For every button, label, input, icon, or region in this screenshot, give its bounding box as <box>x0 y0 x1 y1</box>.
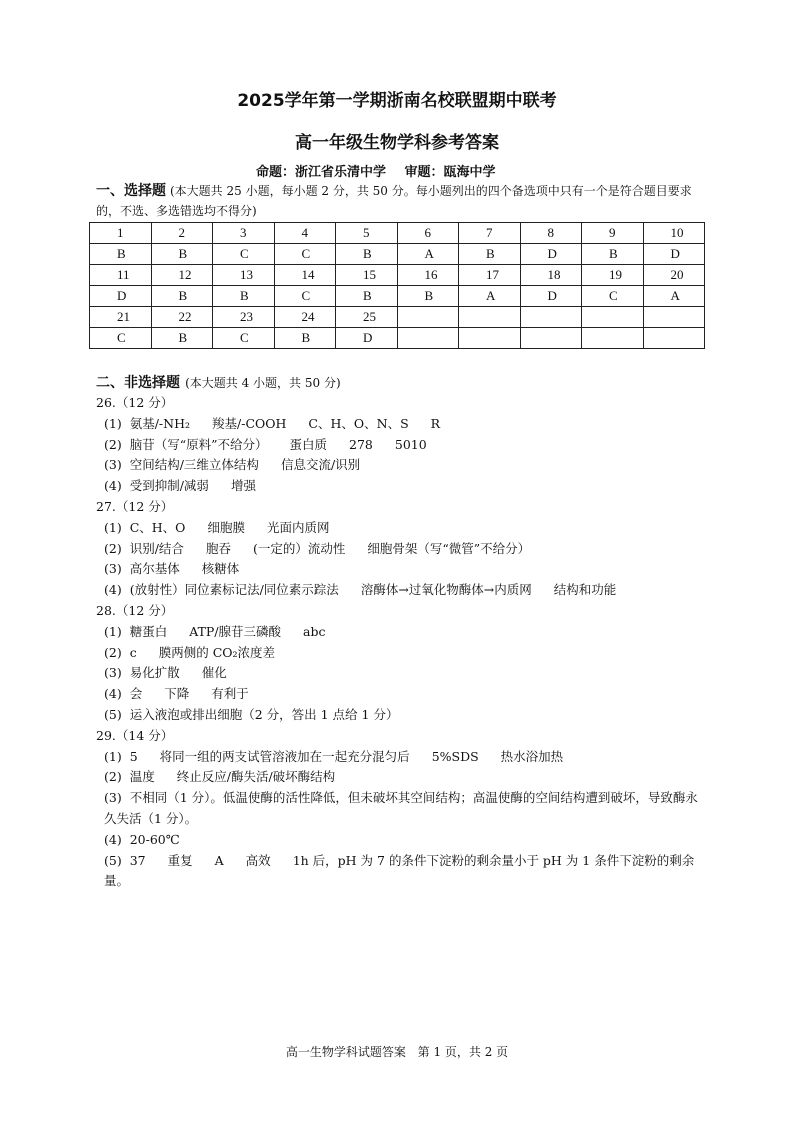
question-number-cell: 16 <box>397 265 459 286</box>
setter-text: 命题：浙江省乐清中学 <box>256 165 387 180</box>
answer-part: (一定的）流动性 <box>252 540 346 556</box>
footer-page: 第 1 页，共 2 页 <box>417 1045 509 1059</box>
answer-part: 运入液泡或排出细胞（2 分，答出 1 点给 1 分） <box>129 706 399 722</box>
answer-cell <box>643 328 705 349</box>
answer-part: C、H、O、N、S <box>308 415 409 431</box>
answer-part: 受到抑制/减弱 <box>129 478 209 494</box>
reviewer-text: 审题：瓯海中学 <box>404 165 496 180</box>
question-number-cell: 18 <box>520 265 582 286</box>
answer-cell: C <box>213 244 275 265</box>
answer-line <box>96 539 706 560</box>
answer-part: 溶酶体→过氧化物酶体→内质网 <box>360 582 532 598</box>
answer-cell: C <box>90 328 152 349</box>
answer-part: 细胞骨架（写“微管”不给分） <box>367 540 531 556</box>
answer-cell: D <box>336 328 398 349</box>
answer-part: 高尔基体 <box>129 561 180 577</box>
answer-part: 不相同（1 分）。低温使酶的活性降低，但未破坏其空间结构；高温使酶的空间结构遭到破坏，导致酶永久失活（1 分）。 <box>104 790 698 826</box>
answer-cell: B <box>90 244 152 265</box>
answer-line <box>96 663 706 684</box>
answer-part: 易化扩散 <box>129 665 180 681</box>
answer-part: 羧基/-COOH <box>212 415 287 431</box>
answer-cell: B <box>274 328 336 349</box>
answer-part: 5010 <box>394 436 427 452</box>
answer-cell: D <box>520 244 582 265</box>
question-number-cell <box>397 307 459 328</box>
answer-cell: C <box>213 328 275 349</box>
answer-cell: A <box>643 286 705 307</box>
section-2-note: (本大题共 4 小题，共 50 分) <box>185 376 341 390</box>
answer-part: 结构和功能 <box>553 582 617 598</box>
answer-part: R <box>430 415 441 431</box>
question-number-cell: 5 <box>336 223 398 244</box>
question-number-cell: 2 <box>151 223 213 244</box>
question-number-cell: 25 <box>336 307 398 328</box>
question-number-cell: 21 <box>90 307 152 328</box>
question-number-cell: 7 <box>459 223 521 244</box>
answer-part: 细胞膜 <box>207 519 245 535</box>
question-heading: 27.（12 分） <box>96 498 174 514</box>
answer-line <box>96 518 706 539</box>
answer-part: 核糖体 <box>201 561 240 577</box>
question-number-cell: 10 <box>643 223 705 244</box>
question-number-cell: 12 <box>151 265 213 286</box>
answer-line <box>96 851 706 893</box>
answer-line <box>96 767 706 788</box>
question-number-cell: 19 <box>582 265 644 286</box>
sub-question-number: (5) <box>104 706 122 722</box>
answer-part: 信息交流/识别 <box>280 457 361 473</box>
sub-question-number: (4) <box>104 686 122 702</box>
answer-part: 胞吞 <box>205 540 231 556</box>
answer-line <box>96 788 706 830</box>
answer-part: 热水浴加热 <box>500 748 564 764</box>
answer-cell: A <box>397 244 459 265</box>
answer-part: 空间结构/三维立体结构 <box>129 457 259 473</box>
page-footer <box>0 1043 794 1060</box>
sub-question-number: (2) <box>104 769 122 785</box>
question-number-cell <box>459 307 521 328</box>
answer-part: 蛋白质 <box>289 436 328 452</box>
answer-cell: B <box>336 244 398 265</box>
answer-line <box>96 455 706 476</box>
question-number-cell <box>643 307 705 328</box>
section-1-intro <box>96 181 710 221</box>
answer-line <box>96 622 706 643</box>
answer-part: 下降 <box>164 686 190 702</box>
answer-part: 终止反应/酶失活/破坏酶结构 <box>176 769 336 785</box>
question-number-row <box>90 307 705 328</box>
question-number-cell: 15 <box>336 265 398 286</box>
answer-part: 有利于 <box>211 686 249 702</box>
question-number-cell: 17 <box>459 265 521 286</box>
answer-cell: A <box>459 286 521 307</box>
answer-cell: B <box>213 286 275 307</box>
question-number-cell: 8 <box>520 223 582 244</box>
question-number-cell <box>582 307 644 328</box>
answer-line <box>96 747 706 768</box>
question-heading: 28.（12 分） <box>96 602 174 618</box>
answer-key-subtitle: 高一年级生物学科参考答案 <box>295 133 499 153</box>
sub-question-number: (1) <box>104 748 122 764</box>
section-1-note: (本大题共 25 小题，每小题 2 分，共 50 分。每小题列出的四个备选项中只有一个是符合题目要求的，不选、多选错选均不得分) <box>96 184 692 218</box>
question-number-cell: 9 <box>582 223 644 244</box>
answer-cell: B <box>582 244 644 265</box>
answer-part: 重复 <box>167 852 193 868</box>
section-2-intro <box>96 372 341 392</box>
authors-line <box>256 161 510 180</box>
sub-question-number: (4) <box>104 478 122 494</box>
answer-cell: C <box>274 286 336 307</box>
answer-line <box>96 580 706 601</box>
answer-cell <box>582 328 644 349</box>
answer-cell: D <box>643 244 705 265</box>
sub-question-number: (4) <box>104 831 122 847</box>
answer-cell <box>397 328 459 349</box>
sub-question-number: (1) <box>104 415 122 431</box>
question-number-cell: 13 <box>213 265 275 286</box>
question-number-cell: 20 <box>643 265 705 286</box>
answer-part: 光面内质网 <box>266 519 330 535</box>
answer-part: 脑苷（写“原料”不给分） <box>129 436 268 452</box>
answer-part: 催化 <box>201 665 227 681</box>
answer-part: 温度 <box>129 769 155 785</box>
answer-part: abc <box>303 623 326 639</box>
answer-cell: B <box>151 328 213 349</box>
answer-row <box>90 328 705 349</box>
answer-row <box>90 244 705 265</box>
answer-cell: B <box>336 286 398 307</box>
answer-part: 5 <box>129 748 138 764</box>
question-number-cell: 4 <box>274 223 336 244</box>
sub-question-number: (3) <box>104 457 122 473</box>
answer-part: 会 <box>129 686 143 702</box>
answer-cell: C <box>582 286 644 307</box>
sub-question-number: (4) <box>104 582 122 598</box>
question-number-cell: 24 <box>274 307 336 328</box>
answer-line <box>96 830 706 851</box>
choice-answer-table <box>89 222 705 349</box>
answer-line <box>96 684 706 705</box>
answer-part: ATP/腺苷三磷酸 <box>189 623 282 639</box>
answer-line <box>96 559 706 580</box>
section-2-heading: 二、非选择题 <box>96 375 180 391</box>
footer-text: 高一生物学科试题答案 <box>285 1045 406 1059</box>
answer-cell: B <box>151 244 213 265</box>
sub-question-number: (1) <box>104 623 122 639</box>
answer-part: 膜两侧的 CO₂浓度差 <box>158 644 276 660</box>
question-number-cell: 23 <box>213 307 275 328</box>
sub-question-number: (3) <box>104 561 122 577</box>
answer-line <box>96 643 706 664</box>
answer-part: 278 <box>349 436 373 452</box>
answer-part: 氨基/-NH₂ <box>129 415 191 431</box>
answer-cell: C <box>274 244 336 265</box>
answer-cell: D <box>520 286 582 307</box>
question-heading: 26.（12 分） <box>96 395 174 410</box>
sub-question-number: (2) <box>104 540 122 556</box>
answer-cell: B <box>397 286 459 307</box>
question-number-cell: 22 <box>151 307 213 328</box>
answer-cell: B <box>151 286 213 307</box>
answer-part: 37 <box>129 852 146 868</box>
answer-part: 5%SDS <box>431 748 479 764</box>
non-choice-answers <box>96 393 706 892</box>
answer-part: 1h 后，pH 为 7 的条件下淀粉的剩余量小于 pH 为 1 条件下淀粉的剩余量。 <box>104 852 695 889</box>
answer-cell <box>520 328 582 349</box>
question-number-cell: 1 <box>90 223 152 244</box>
answer-line <box>96 476 706 497</box>
answer-part: 识别/结合 <box>129 540 184 556</box>
answer-part: c <box>129 644 137 660</box>
sub-question-number: (3) <box>104 790 122 806</box>
answer-cell: D <box>90 286 152 307</box>
question-number-cell: 14 <box>274 265 336 286</box>
answer-line <box>96 705 706 726</box>
question-number-row <box>90 223 705 244</box>
answer-cell <box>459 328 521 349</box>
answer-cell: B <box>459 244 521 265</box>
sub-question-number: (3) <box>104 665 122 681</box>
question-number-cell <box>520 307 582 328</box>
answer-part: (放射性）同位素标记法/同位素示踪法 <box>129 582 339 598</box>
answer-part: 将同一组的两支试管溶液加在一起充分混匀后 <box>159 748 410 764</box>
answer-part: 20-60℃ <box>129 831 180 847</box>
question-number-cell: 6 <box>397 223 459 244</box>
question-number-row <box>90 265 705 286</box>
answer-line <box>96 435 706 456</box>
sub-question-number: (2) <box>104 436 122 452</box>
question-heading: 29.（14 分） <box>96 727 174 743</box>
answer-row <box>90 286 705 307</box>
section-1-heading: 一、选择题 <box>96 183 166 199</box>
answer-part: A <box>214 852 224 868</box>
answer-part: 糖蛋白 <box>129 623 168 639</box>
answer-part: 增强 <box>230 478 256 494</box>
question-number-cell: 3 <box>213 223 275 244</box>
sub-question-number: (5) <box>104 852 122 868</box>
answer-part: 高效 <box>245 852 271 868</box>
answer-part: C、H、O <box>129 519 186 535</box>
answer-line <box>96 414 706 435</box>
exam-title: 2025学年第一学期浙南名校联盟期中联考 <box>237 91 557 111</box>
sub-question-number: (1) <box>104 519 122 535</box>
question-number-cell: 11 <box>90 265 152 286</box>
sub-question-number: (2) <box>104 644 122 660</box>
